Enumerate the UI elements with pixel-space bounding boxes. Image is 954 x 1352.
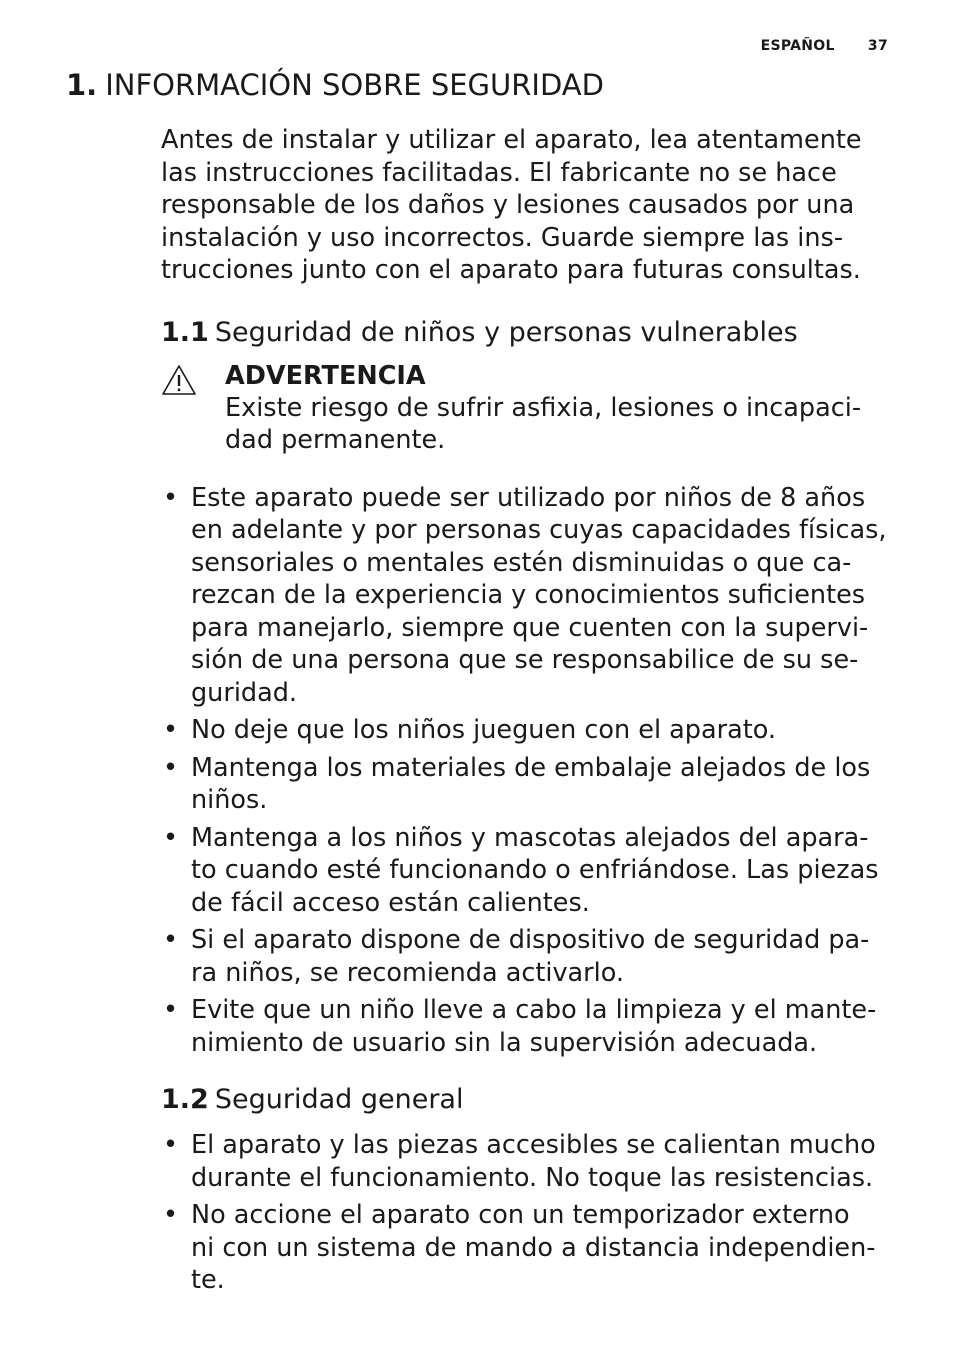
list-item [161, 1129, 897, 1194]
bullet-icon: • [163, 752, 179, 783]
list-item-text: El aparato y las piezas accesibles se calientan mucho durante el funcionamiento. No toque las resistencias. [191, 1130, 876, 1193]
subsection-1-number: 1.1 [161, 316, 209, 348]
subsection-2-title: Seguridad general [214, 1084, 464, 1115]
list-item-text: No deje que los niños jueguen con el aparato. [191, 715, 776, 745]
warning-box [161, 360, 897, 457]
list-item-text: Este aparato puede ser utilizado por niños de 8 años en adelante y por personas cuyas capacidades físicas, sensoriales o mentales estén disminuidas o que ca- rezcan de la experiencia y conocimientos suficientes para manejarlo, siempre que cuenten con la supervi- sión de una persona que se responsabilice de su se- guridad. [191, 482, 887, 708]
subsection-1-heading [161, 316, 897, 350]
bullet-icon: • [163, 995, 179, 1025]
bullet-icon: • [163, 482, 179, 513]
list-item-text: Evite que un niño lleve a cabo la limpieza y el mante- nimiento de usuario sin la supervisión adecuada. [191, 995, 877, 1058]
language-label: ESPAÑOL [760, 38, 835, 54]
content [161, 124, 897, 1302]
subsection-1-title: Seguridad de niños y personas vulnerables [214, 316, 798, 348]
bullet-icon: • [163, 1130, 179, 1160]
list-item [161, 994, 897, 1059]
bullet-icon: • [163, 925, 179, 955]
list-item-text: No accione el aparato con un temporizador externo ni con un sistema de mando a distancia independien- te. [191, 1200, 876, 1295]
list-item-text: Mantenga a los niños y mascotas alejados del apara- to cuando esté funcionando o enfriándose. Las piezas de fácil acceso están calientes. [191, 822, 879, 918]
subsection-2-list [161, 1129, 897, 1297]
bullet-icon: • [163, 1200, 179, 1230]
page-number: 37 [867, 38, 888, 54]
section-number: 1. [66, 68, 98, 102]
warning-text: Existe riesgo de sufrir asfixia, lesiones o incapaci- dad permanente. [225, 392, 862, 455]
list-item-text: Si el aparato dispone de dispositivo de seguridad pa- ra niños, se recomienda activarlo. [191, 925, 870, 988]
list-item [161, 1199, 897, 1297]
list-item [161, 482, 897, 710]
bullet-icon: • [163, 822, 179, 853]
list-item [161, 752, 897, 817]
list-item [161, 924, 897, 989]
subsection-2-number: 1.2 [161, 1084, 209, 1115]
intro-paragraph: Antes de instalar y utilizar el aparato, lea atentamente las instrucciones facilitadas. El fabricante no se hace responsable de los daños y lesiones causados por una instalación y uso incorrectos. Guarde siempre las ins- trucciones junto con el aparato para futuras consultas. [161, 125, 862, 285]
section-title [66, 68, 604, 102]
list-item-text: Mantenga los materiales de embalaje alejados de los niños. [191, 752, 871, 815]
list-item [161, 714, 897, 747]
page-header [761, 38, 888, 54]
bullet-icon: • [163, 715, 179, 745]
subsection-1-list [161, 482, 897, 1060]
list-item [161, 822, 897, 920]
warning-triangle-icon [161, 364, 197, 396]
section-title-text: INFORMACIÓN SOBRE SEGURIDAD [105, 68, 604, 102]
warning-title: ADVERTENCIA [225, 360, 426, 391]
subsection-2-heading [161, 1083, 897, 1117]
